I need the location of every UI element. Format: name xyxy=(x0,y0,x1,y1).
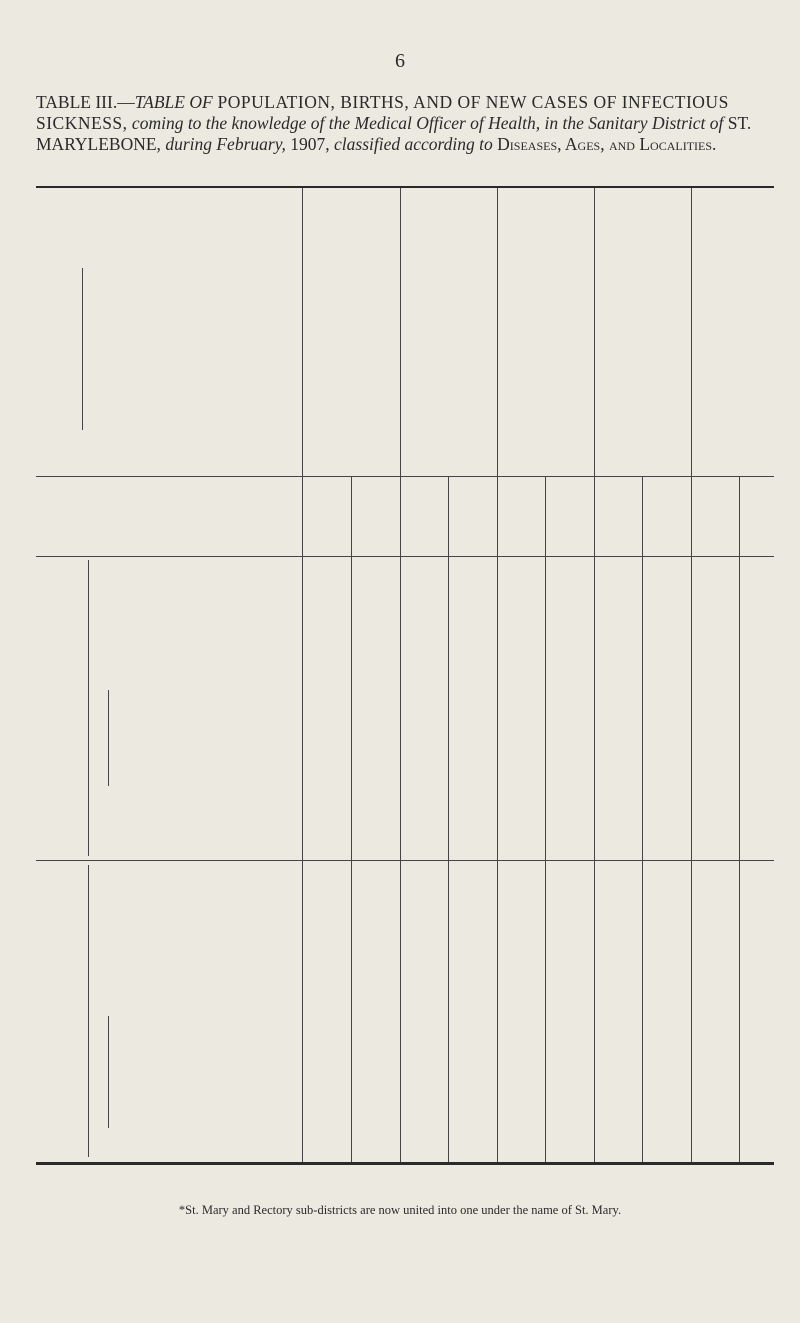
column-divider xyxy=(302,188,303,1162)
title-part-9: Diseases, Ages, and Localities. xyxy=(492,134,717,154)
ages-top-rule xyxy=(36,476,774,477)
subcolumn-divider xyxy=(545,476,546,1162)
removed-brace xyxy=(88,865,89,1157)
top-rule xyxy=(36,186,774,188)
ages-bottom-rule xyxy=(36,556,774,557)
table-title xyxy=(36,92,776,155)
footnote: *St. Mary and Rectory sub-districts are now united into one under the name of St. Mary. xyxy=(178,1203,622,1217)
title-part-4: coming to the knowledge of the Medical Officer of Health, in the Sanitary District of xyxy=(127,113,724,133)
page-number: 6 xyxy=(395,50,405,72)
subcolumn-divider xyxy=(351,476,352,1162)
column-divider xyxy=(594,188,595,1162)
subcolumn-divider xyxy=(642,476,643,1162)
section-divider-rule xyxy=(36,860,774,861)
new-cases-brace xyxy=(88,560,89,856)
title-part-7: 1907, xyxy=(285,134,330,154)
title-part-3: POPULATION, BIRTHS, AND OF NEW CASES OF INFECTIOUS SICKNESS, xyxy=(36,92,729,133)
subcolumn-divider xyxy=(739,476,740,1162)
column-divider xyxy=(691,188,692,1162)
title-part-5: ST. MARYLEBONE, xyxy=(36,113,752,154)
subcolumn-divider xyxy=(448,476,449,1162)
column-divider xyxy=(497,188,498,1162)
fevers-brace-new xyxy=(108,690,109,786)
title-part-2: TABLE OF xyxy=(134,92,213,112)
title-part-8: classified according to xyxy=(329,134,493,154)
title-part-6: during February, xyxy=(160,134,286,154)
column-divider xyxy=(400,188,401,1162)
population-brace xyxy=(82,268,83,430)
bottom-rule xyxy=(36,1162,774,1165)
fevers-brace-removed xyxy=(108,1016,109,1128)
title-part-1: TABLE III.— xyxy=(36,92,135,112)
